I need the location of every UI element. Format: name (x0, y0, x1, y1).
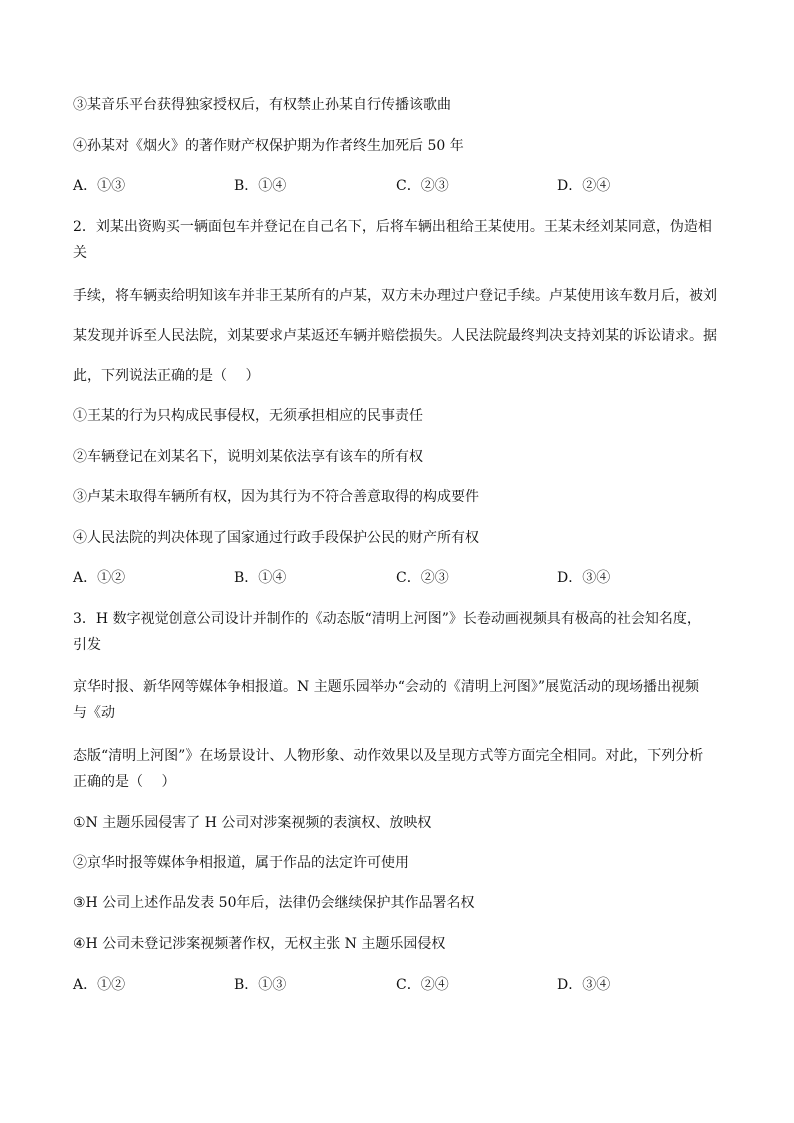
q1-statement-4: ④孙某对《烟火》的著作财产权保护期为作者终生加死后 50 年 (73, 138, 464, 154)
q2-option-a: A．①② (73, 570, 126, 586)
q1-option-a: A．①③ (73, 178, 126, 194)
q2-stem-line-3: 手续，将车辆卖给明知该车并非王某所有的卢某，双方未办理过户登记手续。卢某使用该车数月后，被刘 (73, 288, 717, 304)
q1-option-c: C．②③ (396, 178, 449, 194)
q2-stem-line-4: 某发现并诉至人民法院，刘某要求卢某返还车辆并赔偿损失。人民法院最终判决支持刘某的诉讼请求。据 (73, 328, 717, 344)
q2-stem-line-2: 关 (73, 245, 87, 261)
q1-option-d: D．②④ (557, 178, 611, 194)
q2-statement-2: ②车辆登记在刘某名下，说明刘某依法享有该车的所有权 (73, 449, 423, 465)
q3-option-d: D．③④ (557, 977, 611, 993)
q3-stem-line-1: 3．H 数字视觉创意公司设计并制作的《动态版“清明上河图”》长卷动画视频具有极高的社会知名度， (73, 611, 701, 627)
q2-stem-line-5: 此，下列说法正确的是（ ） (73, 368, 260, 384)
q3-stem-line-3: 京华时报、新华网等媒体争相报道。N 主题乐园举办“会动的《清明上河图》”展览活动的现场播出视频 (73, 679, 700, 695)
q3-statement-3: ③H 公司上述作品发表 50年后，法律仍会继续保护其作品署名权 (73, 895, 475, 911)
q2-option-b: B．①④ (234, 570, 287, 586)
q3-stem-line-6: 正确的是（ ） (73, 774, 176, 790)
q3-option-b: B．①③ (234, 977, 287, 993)
q3-stem-line-2: 引发 (73, 637, 101, 653)
q2-statement-4: ④人民法院的判决体现了国家通过行政手段保护公民的财产所有权 (73, 530, 479, 546)
q3-option-c: C．②④ (396, 977, 449, 993)
q3-option-a: A．①② (73, 977, 126, 993)
q3-statement-2: ②京华时报等媒体争相报道，属于作品的法定许可使用 (73, 855, 409, 871)
q3-statement-4: ④H 公司未登记涉案视频著作权，无权主张 N 主题乐园侵权 (73, 936, 446, 952)
q1-statement-3: ③某音乐平台获得独家授权后，有权禁止孙某自行传播该歌曲 (73, 97, 451, 113)
q3-statement-1: ①N 主题乐园侵害了 H 公司对涉案视频的表演权、放映权 (73, 815, 432, 831)
q2-option-c: C．②③ (396, 570, 449, 586)
q2-stem-line-1: 2．刘某出资购买一辆面包车并登记在自己名下，后将车辆出租给王某使用。王某未经刘某同意，伪造相 (73, 219, 712, 235)
q3-stem-line-4: 与《动 (73, 705, 115, 721)
q3-stem-line-5: 态版“清明上河图”》在场景设计、人物形象、动作效果以及呈现方式等方面完全相同。对此，下列分析 (73, 748, 704, 764)
q2-statement-3: ③卢某未取得车辆所有权，因为其行为不符合善意取得的构成要件 (73, 489, 479, 505)
q2-statement-1: ①王某的行为只构成民事侵权，无须承担相应的民事责任 (73, 408, 423, 424)
q2-option-d: D．③④ (557, 570, 611, 586)
q1-option-b: B．①④ (234, 178, 287, 194)
